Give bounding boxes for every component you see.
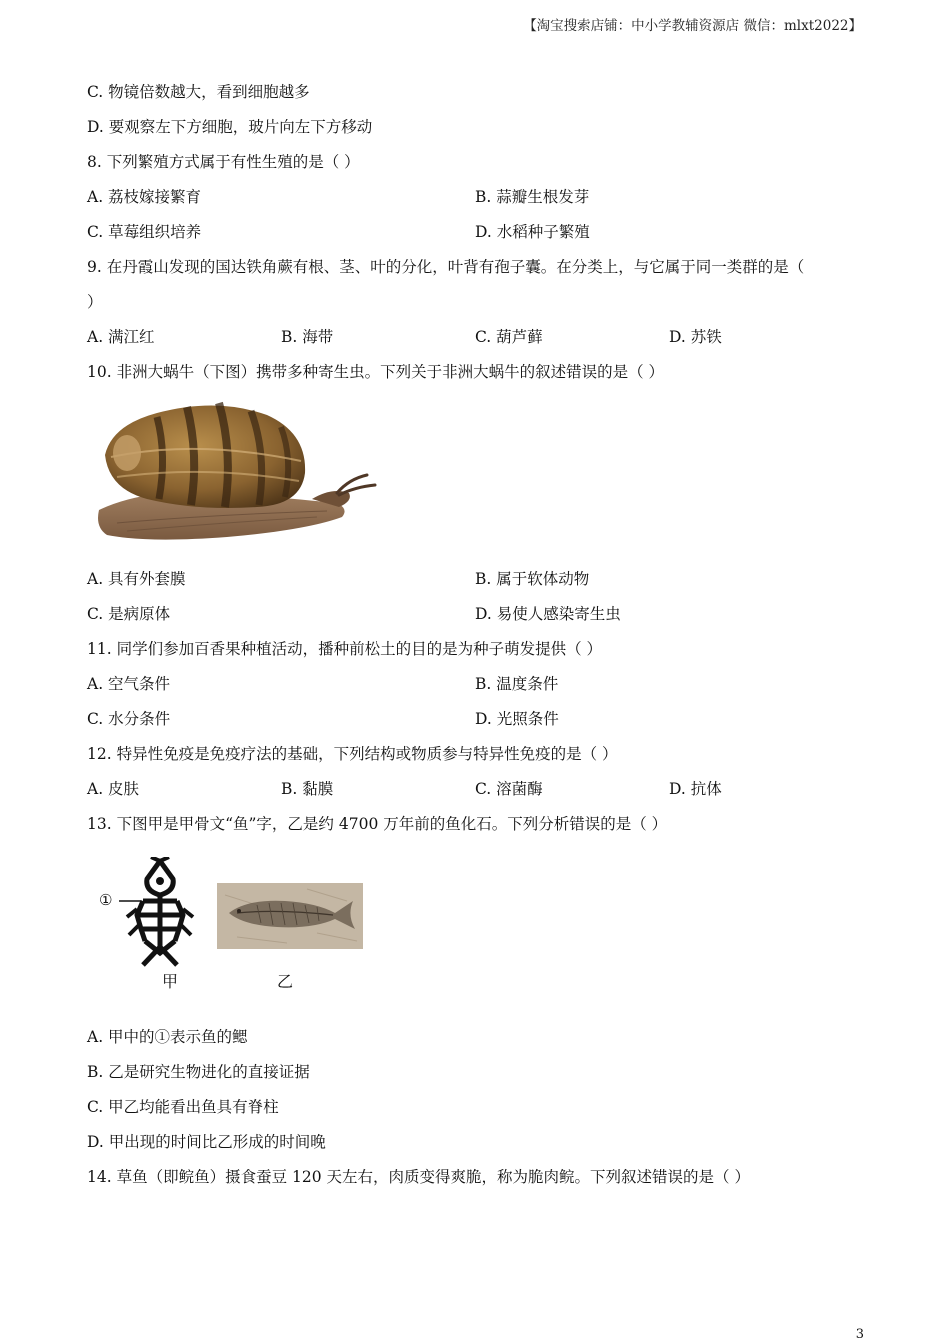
q11-stem: 11. 同学们参加百香果种植活动，播种前松土的目的是为种子萌发提供（ ） [87,640,603,658]
q7-option-c: C. 物镜倍数越大，看到细胞越多 [87,83,310,101]
q11-option-d: D. 光照条件 [475,710,559,728]
fish-fossil-image [217,883,363,949]
q8-option-a: A. 荔枝嫁接繁育 [87,188,202,206]
q10-option-b: B. 属于软体动物 [475,570,590,588]
q11-option-a: A. 空气条件 [87,675,171,693]
q14-stem: 14. 草鱼（即鲩鱼）摄食蚕豆 120 天左右，肉质变得爽脆，称为脆肉鲩。下列叙述错误的是（ ） [87,1168,750,1186]
q11-options-row-1 [87,672,867,707]
fish-figure [87,847,867,1025]
q9-option-c: C. 葫芦藓 [475,328,543,346]
q9-stem-line-1: 9. 在丹霞山发现的国达铁角蕨有根、茎、叶的分化，叶背有孢子囊。在分类上，与它属于同一类群的是（ [87,258,805,276]
q13-stem: 13. 下图甲是甲骨文“鱼”字，乙是约 4700 万年前的鱼化石。下列分析错误的是（ ） [87,815,668,833]
q13-option-c: C. 甲乙均能看出鱼具有脊柱 [87,1098,279,1116]
q12-option-d: D. 抗体 [669,780,722,798]
q8-stem: 8. 下列繁殖方式属于有性生殖的是（ ） [87,153,360,171]
q9-option-b: B. 海带 [281,328,334,346]
label-yi: 乙 [277,972,294,991]
snail-figure [87,395,867,567]
q12-option-c: C. 溶菌酶 [475,780,543,798]
q13-option-d: D. 甲出现的时间比乙形成的时间晚 [87,1133,326,1151]
q7-option-d: D. 要观察左下方细胞，玻片向左下方移动 [87,118,373,136]
q12-option-b: B. 黏膜 [281,780,334,798]
q8-options-row-1 [87,185,867,220]
q10-option-d: D. 易使人感染寄生虫 [475,605,621,623]
q10-option-c: C. 是病原体 [87,605,171,623]
label-jia: 甲 [162,972,179,991]
q8-option-d: D. 水稻种子繁殖 [475,223,590,241]
q9-options-row [87,325,867,360]
oracle-fish-character [115,857,205,967]
q12-stem: 12. 特异性免疫是免疫疗法的基础，下列结构或物质参与特异性免疫的是（ ） [87,745,618,763]
snail-image [87,395,387,555]
figure-marker-1: ① [99,891,113,909]
page-number: 3 [855,1327,864,1342]
exam-page [87,80,867,1200]
q10-options-row-1 [87,567,867,602]
q9-option-d: D. 苏铁 [669,328,722,346]
q12-option-a: A. 皮肤 [87,780,140,798]
q11-options-row-2 [87,707,867,742]
q8-option-c: C. 草莓组织培养 [87,223,202,241]
q13-option-a: A. 甲中的①表示鱼的鳃 [87,1028,248,1046]
q11-option-b: B. 温度条件 [475,675,559,693]
q8-options-row-2 [87,220,867,255]
q11-option-c: C. 水分条件 [87,710,171,728]
q12-options-row [87,777,867,812]
q9-stem-line-2: ） [87,293,103,311]
q10-option-a: A. 具有外套膜 [87,570,186,588]
q9-option-a: A. 满江红 [87,328,155,346]
q10-stem: 10. 非洲大蜗牛（下图）携带多种寄生虫。下列关于非洲大蜗牛的叙述错误的是（ ） [87,363,665,381]
q8-option-b: B. 蒜瓣生根发芽 [475,188,590,206]
page-header: 【淘宝搜索店铺：中小学教辅资源店 微信：mlxt2022】 [523,18,862,34]
q10-options-row-2 [87,602,867,637]
q13-option-b: B. 乙是研究生物进化的直接证据 [87,1063,310,1081]
